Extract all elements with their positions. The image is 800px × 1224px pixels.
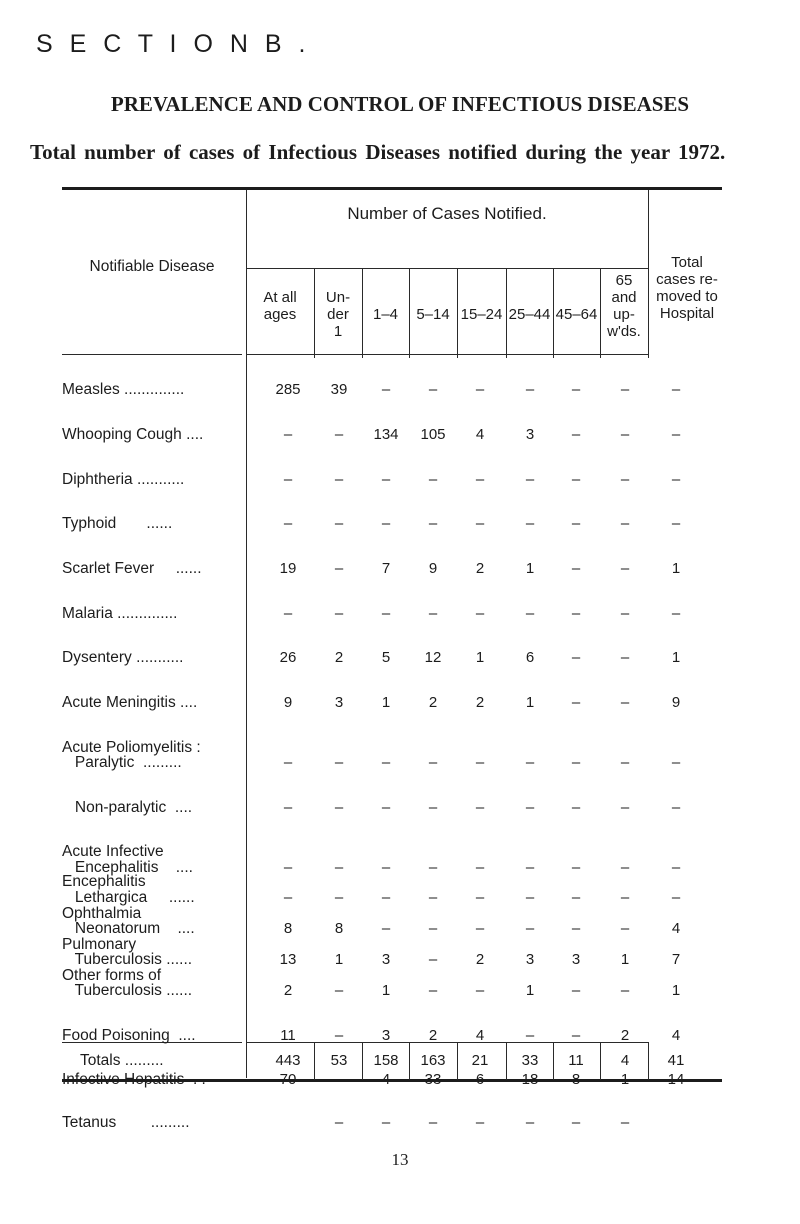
table-cell: –	[334, 1114, 344, 1131]
table-cell: –	[525, 471, 535, 488]
table-cell: –	[525, 515, 535, 532]
table-cell: –	[571, 889, 581, 906]
table-cell: –	[571, 605, 581, 622]
totals-cell: 158	[373, 1052, 399, 1069]
table-cell: –	[283, 515, 293, 532]
table-cell: 70	[279, 1071, 297, 1088]
column-rule	[362, 1042, 363, 1080]
table-cell: –	[571, 982, 581, 999]
table-cell: –	[428, 1114, 438, 1131]
column-rule	[362, 268, 363, 358]
table-cell: –	[381, 859, 391, 876]
age-column-header-line: Un-	[325, 289, 351, 306]
age-column-header-line: 5–14	[416, 306, 450, 323]
column-rule	[506, 268, 507, 358]
age-column-header-line: up-	[613, 306, 635, 323]
age-column-header-line: 1	[333, 323, 343, 340]
column-rule	[457, 1042, 458, 1080]
table-cell: –	[620, 982, 630, 999]
totals-label: Totals .........	[80, 1052, 164, 1069]
table-cell: –	[334, 859, 344, 876]
table-cell: –	[428, 920, 438, 937]
totals-cell: 33	[521, 1052, 539, 1069]
table-cell: –	[525, 889, 535, 906]
table-cell: 4	[475, 1027, 485, 1044]
table-top-rule	[62, 187, 722, 190]
disease-row-label: Lethargica ......	[62, 889, 195, 906]
table-cell: –	[381, 799, 391, 816]
table-cell: –	[620, 754, 630, 771]
table-cell: 8	[283, 920, 293, 937]
table-cell: 134	[373, 426, 399, 443]
table-cell: 12	[424, 649, 442, 666]
age-column-header-line: 25–44	[508, 306, 551, 323]
table-cell: –	[283, 426, 293, 443]
table-cell: –	[428, 515, 438, 532]
table-cell: –	[283, 889, 293, 906]
disease-row-label: Paralytic .........	[62, 754, 182, 771]
table-cell: –	[334, 426, 344, 443]
age-column-header-line: At all	[263, 289, 297, 306]
table-cell: –	[428, 799, 438, 816]
table-cell: –	[620, 799, 630, 816]
table-cell: –	[525, 1027, 535, 1044]
page-number: 13	[391, 1150, 409, 1169]
disease-row-label: Food Poisoning ....	[62, 1027, 196, 1044]
table-cell: 4	[381, 1071, 391, 1088]
age-column-header	[600, 272, 648, 340]
table-cell: 1	[620, 951, 630, 968]
table-cell: –	[620, 649, 630, 666]
age-column-header-line: 65	[615, 272, 633, 289]
table-cell: –	[428, 754, 438, 771]
column-rule	[600, 1042, 601, 1080]
column-rule	[600, 268, 601, 358]
disease-row-label: Whooping Cough ....	[62, 426, 204, 443]
table-cell: –	[620, 426, 630, 443]
column-rule	[409, 268, 410, 358]
table-cell: –	[283, 754, 293, 771]
table-cell: –	[571, 471, 581, 488]
table-cell: –	[475, 982, 485, 999]
disease-row-label: Measles ..............	[62, 381, 185, 398]
column-rule	[553, 268, 554, 358]
table-cell: 3	[571, 951, 581, 968]
table-cell: 4	[671, 920, 681, 937]
table-cell: –	[671, 605, 681, 622]
table-cell: –	[334, 982, 344, 999]
table-cell: –	[428, 889, 438, 906]
table-cell: –	[381, 754, 391, 771]
table-cell: 2	[334, 649, 344, 666]
table-cell: –	[571, 426, 581, 443]
hospital-header-line: Hospital	[659, 305, 715, 322]
totals-cell: 443	[275, 1052, 301, 1069]
table-cell: –	[475, 605, 485, 622]
group-divider-line	[246, 268, 648, 269]
table-cell: 4	[475, 426, 485, 443]
table-cell: –	[525, 605, 535, 622]
table-cell: –	[671, 471, 681, 488]
disease-row-label: Pulmonary	[62, 936, 137, 953]
header-divider-line	[246, 354, 648, 355]
table-cell: –	[571, 560, 581, 577]
table-cell: 1	[671, 649, 681, 666]
table-cell: –	[381, 515, 391, 532]
table-cell: –	[620, 515, 630, 532]
hospital-header-line: cases re-	[656, 271, 718, 288]
table-cell: 3	[334, 694, 344, 711]
page-subheading: Total number of cases of Infectious Diseases notified during the year 1972.	[30, 140, 726, 164]
column-rule	[246, 190, 247, 1078]
table-cell: –	[525, 754, 535, 771]
age-column-header	[409, 306, 457, 323]
table-cell: –	[571, 754, 581, 771]
table-cell: –	[381, 605, 391, 622]
table-cell: –	[620, 471, 630, 488]
table-cell: –	[334, 515, 344, 532]
table-cell: –	[525, 799, 535, 816]
table-cell: 26	[279, 649, 297, 666]
table-cell: –	[571, 920, 581, 937]
table-cell: 2	[475, 560, 485, 577]
table-cell: –	[334, 560, 344, 577]
table-cell: –	[671, 799, 681, 816]
table-cell: 4	[671, 1027, 681, 1044]
age-column-header-line: w'ds.	[607, 323, 641, 340]
disease-row-label: Acute Poliomyelitis :	[62, 739, 201, 756]
table-cell: –	[620, 1114, 630, 1131]
disease-row-label: Malaria ..............	[62, 605, 178, 622]
table-cell: –	[381, 381, 391, 398]
disease-row-label: Encephalitis ....	[62, 859, 193, 876]
column-rule	[553, 1042, 554, 1080]
table-cell: –	[283, 799, 293, 816]
hospital-header-line: moved to	[656, 288, 718, 305]
table-cell: –	[428, 381, 438, 398]
cases-notified-header: Number of Cases Notified.	[347, 204, 547, 223]
totals-cell: 21	[471, 1052, 489, 1069]
header-divider-line	[62, 354, 242, 355]
table-cell: 11	[280, 1027, 296, 1044]
table-cell: 13	[279, 951, 297, 968]
disease-row-label: Infective Hepatitis . .	[62, 1071, 206, 1088]
table-cell: –	[428, 471, 438, 488]
table-cell: 2	[283, 982, 293, 999]
age-column-header	[553, 306, 600, 323]
table-cell: 33	[424, 1071, 442, 1088]
table-cell: –	[381, 889, 391, 906]
table-cell: 8	[334, 920, 344, 937]
table-cell: –	[620, 560, 630, 577]
table-cell: 1	[525, 982, 535, 999]
disease-row-label: Tuberculosis ......	[62, 951, 193, 968]
table-cell: –	[571, 649, 581, 666]
table-cell: 1	[381, 982, 391, 999]
table-cell: –	[334, 799, 344, 816]
disease-row-label: Neonatorum ....	[62, 920, 195, 937]
table-cell: –	[428, 859, 438, 876]
table-cell: –	[475, 920, 485, 937]
age-column-header	[314, 289, 362, 340]
table-cell: –	[475, 754, 485, 771]
table-cell: –	[525, 920, 535, 937]
table-cell: –	[475, 799, 485, 816]
table-cell: 1	[334, 951, 344, 968]
table-cell: 2	[475, 694, 485, 711]
table-cell: –	[428, 951, 438, 968]
table-cell: –	[571, 1114, 581, 1131]
table-cell: 2	[620, 1027, 630, 1044]
table-cell: 285	[275, 381, 301, 398]
table-cell: –	[334, 471, 344, 488]
table-cell: –	[525, 859, 535, 876]
column-rule	[409, 1042, 410, 1080]
table-cell: 8	[571, 1071, 581, 1088]
table-cell: –	[334, 754, 344, 771]
table-cell: 1	[525, 694, 535, 711]
table-cell: 18	[521, 1071, 539, 1088]
table-cell: –	[475, 1114, 485, 1131]
table-cell: –	[671, 754, 681, 771]
table-cell: –	[428, 605, 438, 622]
disease-row-label: Ophthalmia	[62, 905, 142, 922]
table-cell: –	[571, 1027, 581, 1044]
table-cell: 19	[279, 560, 297, 577]
disease-row-label: Other forms of	[62, 967, 162, 984]
table-cell: 2	[475, 951, 485, 968]
age-column-header-line: 45–64	[555, 306, 598, 323]
table-cell: 1	[620, 1071, 630, 1088]
table-cell: 9	[671, 694, 681, 711]
table-cell: –	[381, 471, 391, 488]
disease-row-label: Dysentery ...........	[62, 649, 184, 666]
table-cell: 105	[420, 426, 446, 443]
table-cell: –	[620, 889, 630, 906]
table-cell: –	[428, 982, 438, 999]
table-cell: –	[571, 381, 581, 398]
hospital-header-line: Total	[671, 254, 703, 271]
table-cell: –	[475, 381, 485, 398]
column-rule	[648, 1042, 649, 1080]
table-cell: 39	[330, 381, 348, 398]
table-cell: –	[620, 694, 630, 711]
table-cell: 3	[381, 951, 391, 968]
age-column-header-line: der	[327, 306, 349, 323]
page-heading: PREVALENCE AND CONTROL OF INFECTIOUS DISEASES	[110, 92, 690, 116]
table-cell: 6	[525, 649, 535, 666]
table-cell: 2	[428, 1027, 438, 1044]
age-column-header-line: ages	[263, 306, 297, 323]
table-cell: –	[283, 471, 293, 488]
table-cell: 6	[475, 1071, 485, 1088]
table-cell: 9	[283, 694, 293, 711]
column-rule	[648, 268, 649, 358]
disease-row-label: Typhoid ......	[62, 515, 173, 532]
totals-cell: 41	[667, 1052, 685, 1069]
disease-row-label: Scarlet Fever ......	[62, 560, 202, 577]
table-cell: –	[620, 859, 630, 876]
table-cell: –	[525, 381, 535, 398]
hospital-column-header	[648, 254, 726, 322]
disease-row-label: Non-paralytic ....	[62, 799, 193, 816]
table-cell: –	[475, 889, 485, 906]
table-cell: –	[620, 605, 630, 622]
table-cell: –	[334, 889, 344, 906]
table-cell: –	[381, 920, 391, 937]
disease-row-label: Diphtheria ...........	[62, 471, 185, 488]
table-cell: –	[671, 515, 681, 532]
table-cell: 7	[671, 951, 681, 968]
table-cell: 1	[671, 560, 681, 577]
table-cell: –	[381, 1114, 391, 1131]
table-cell: –	[571, 515, 581, 532]
table-cell: 14	[667, 1071, 685, 1088]
age-column-header	[506, 306, 553, 323]
table-cell: 9	[428, 560, 438, 577]
age-column-header-line: 15–24	[460, 306, 503, 323]
age-column-header	[457, 306, 506, 323]
table-cell: –	[671, 426, 681, 443]
table-cell: 1	[525, 560, 535, 577]
table-cell: 2	[428, 694, 438, 711]
section-title: S E C T I O N B .	[36, 30, 311, 58]
totals-cell: 4	[620, 1052, 630, 1069]
table-cell: –	[334, 1027, 344, 1044]
age-column-header-line: 1–4	[372, 306, 399, 323]
disease-row-label: Acute Infective	[62, 843, 164, 860]
table-cell: 3	[525, 951, 535, 968]
table-cell: 1	[381, 694, 391, 711]
table-cell: –	[525, 1114, 535, 1131]
table-cell: –	[475, 471, 485, 488]
column-rule	[314, 1042, 315, 1080]
table-cell: –	[620, 381, 630, 398]
disease-row-label: Acute Meningitis ....	[62, 694, 198, 711]
column-rule	[506, 1042, 507, 1080]
table-cell: 3	[525, 426, 535, 443]
table-cell: –	[334, 1071, 344, 1088]
table-cell: 7	[381, 560, 391, 577]
table-cell: 1	[671, 982, 681, 999]
table-cell: –	[571, 859, 581, 876]
table-cell: 5	[381, 649, 391, 666]
disease-row-label: Encephalitis	[62, 873, 146, 890]
table-cell: –	[571, 694, 581, 711]
column-rule	[314, 268, 315, 358]
table-cell: –	[283, 859, 293, 876]
table-cell: –	[671, 381, 681, 398]
table-cell: –	[475, 515, 485, 532]
column-rule	[457, 268, 458, 358]
table-cell: –	[620, 920, 630, 937]
table-cell: 1	[475, 649, 485, 666]
age-column-header	[246, 289, 314, 323]
table-cell: –	[283, 605, 293, 622]
table-cell: –	[671, 889, 681, 906]
disease-column-header: Notifiable Disease	[89, 258, 215, 275]
age-column-header-line: and	[611, 289, 637, 306]
totals-cell: 163	[420, 1052, 446, 1069]
age-column-header	[362, 306, 409, 323]
disease-row-label: Tetanus .........	[62, 1114, 190, 1131]
table-cell: –	[475, 859, 485, 876]
table-cell: –	[671, 859, 681, 876]
table-cell: –	[571, 799, 581, 816]
totals-cell: 11	[568, 1052, 584, 1069]
disease-row-label: Tuberculosis ......	[62, 982, 193, 999]
table-cell: –	[334, 605, 344, 622]
totals-cell: 53	[330, 1052, 348, 1069]
table-cell: 3	[381, 1027, 391, 1044]
